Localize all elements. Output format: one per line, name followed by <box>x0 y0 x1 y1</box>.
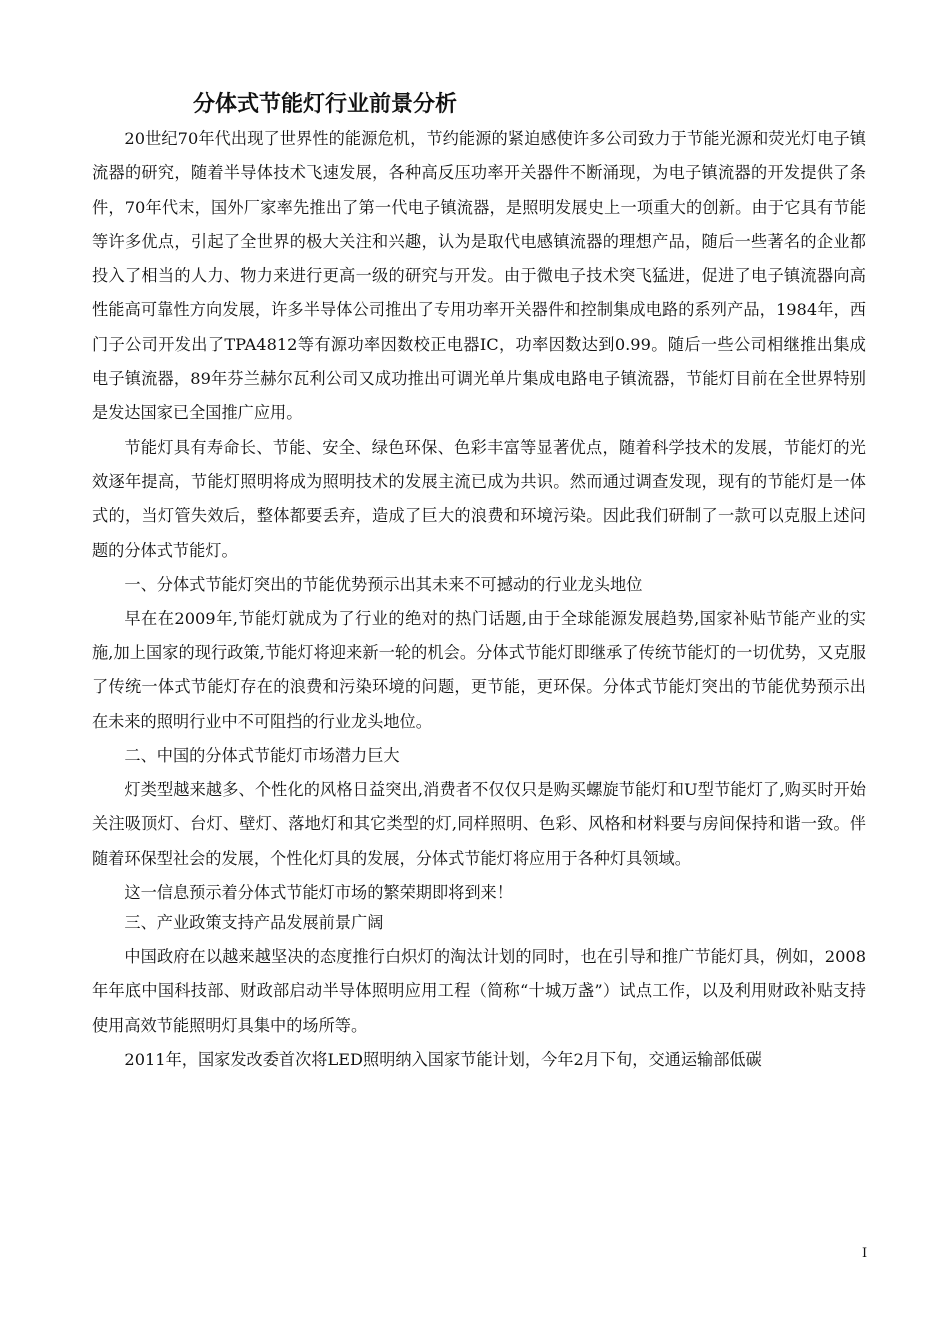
paragraph-energy-crisis-history: 20世纪70年代出现了世界性的能源危机，节约能源的紧迫感使许多公司致力于节能光源和荧光灯电子镇流器的研究，随着半导体技术飞速发展，各种高反压功率开关器件不断涌现，为电子镇流器的开发提供了条件，70年代末，国外厂家率先推出了第一代电子镇流器，是照明发展史上一项重大的创新。由于它具有节能等许多优点，引起了全世界的极大关注和兴趣，认为是取代电感镇流器的理想产品，随后一些著名的企业都投入了相当的人力、物力来进行更高一级的研究与开发。由于微电子技术突飞猛进，促进了电子镇流器向高性能高可靠性方向发展，许多半导体公司推出了专用功率开关器件和控制集成电路的系列产品，1984年，西门子公司开发出了TPA4812等有源功率因数校正电器IC，功率因数达到0.99。随后一些公司相继推出集成电子镇流器，89年芬兰赫尔瓦利公司又成功推出可调光单片集成电路电子镇流器，节能灯目前在全世界特别是发达国家已全国推广应用。 <box>92 129 866 423</box>
paragraph-advantages: 节能灯具有寿命长、节能、安全、绿色环保、色彩丰富等显著优点，随着科学技术的发展，节能灯的光效逐年提高，节能灯照明将成为照明技术的发展主流已成为共识。然而通过调查发现，现有的节能灯是一体式的，当灯管失效后，整体都要丢弃，造成了巨大的浪费和环境污染。因此我们研制了一款可以克服上述问题的分体式节能灯。 <box>92 437 866 560</box>
section-heading-3: 三、产业政策支持产品发展前景广阔 <box>124 912 384 932</box>
paragraph-government-policy: 中国政府在以越来越坚决的态度推行白炽灯的淘汰计划的同时，也在引导和推广节能灯具，例如，2008年年底中国科技部、财政部启动半导体照明应用工程（简称“十城万盏”）试点工作，以及利用财政补贴支持使用高效节能照明灯具集中的场所等。 <box>92 946 866 1035</box>
section-heading-2: 二、中国的分体式节能灯市场潜力巨大 <box>124 746 400 766</box>
document-body <box>92 122 866 1077</box>
paragraph-2011-led: 2011年，国家发改委首次将LED照明纳入国家节能计划，今年2月下旬，交通运输部低碳 <box>124 1049 762 1069</box>
document-title: 分体式节能灯行业前景分析 <box>193 92 458 117</box>
paragraph-2009-hot-topic: 早在在2009年,节能灯就成为了行业的绝对的热门话题,由于全球能源发展趋势,国家补贴节能产业的实施,加上国家的现行政策,节能灯将迎来新一轮的机会。分体式节能灯即继承了传统节能灯的一切优势，又克服了传统一体式节能灯存在的浪费和污染环境的问题，更节能，更环保。分体式节能灯突出的节能优势预示出在未来的照明行业中不可阻挡的行业龙头地位。 <box>92 608 866 731</box>
page-number: I <box>862 1246 868 1261</box>
section-heading-1: 一、分体式节能灯突出的节能优势预示出其未来不可撼动的行业龙头地位 <box>124 574 643 594</box>
paragraph-lamp-types: 灯类型越来越多、个性化的风格日益突出,消费者不仅仅只是购买螺旋节能灯和U型节能灯了,购买时开始关注吸顶灯、台灯、壁灯、落地灯和其它类型的灯,同样照明、色彩、风格和材料要与房间保持和谐一致。伴随着环保型社会的发展，个性化灯具的发展，分体式节能灯将应用于各种灯具领域。 <box>92 780 866 868</box>
paragraph-market-prosperity: 这一信息预示着分体式节能灯市场的繁荣期即将到来！ <box>124 882 513 902</box>
